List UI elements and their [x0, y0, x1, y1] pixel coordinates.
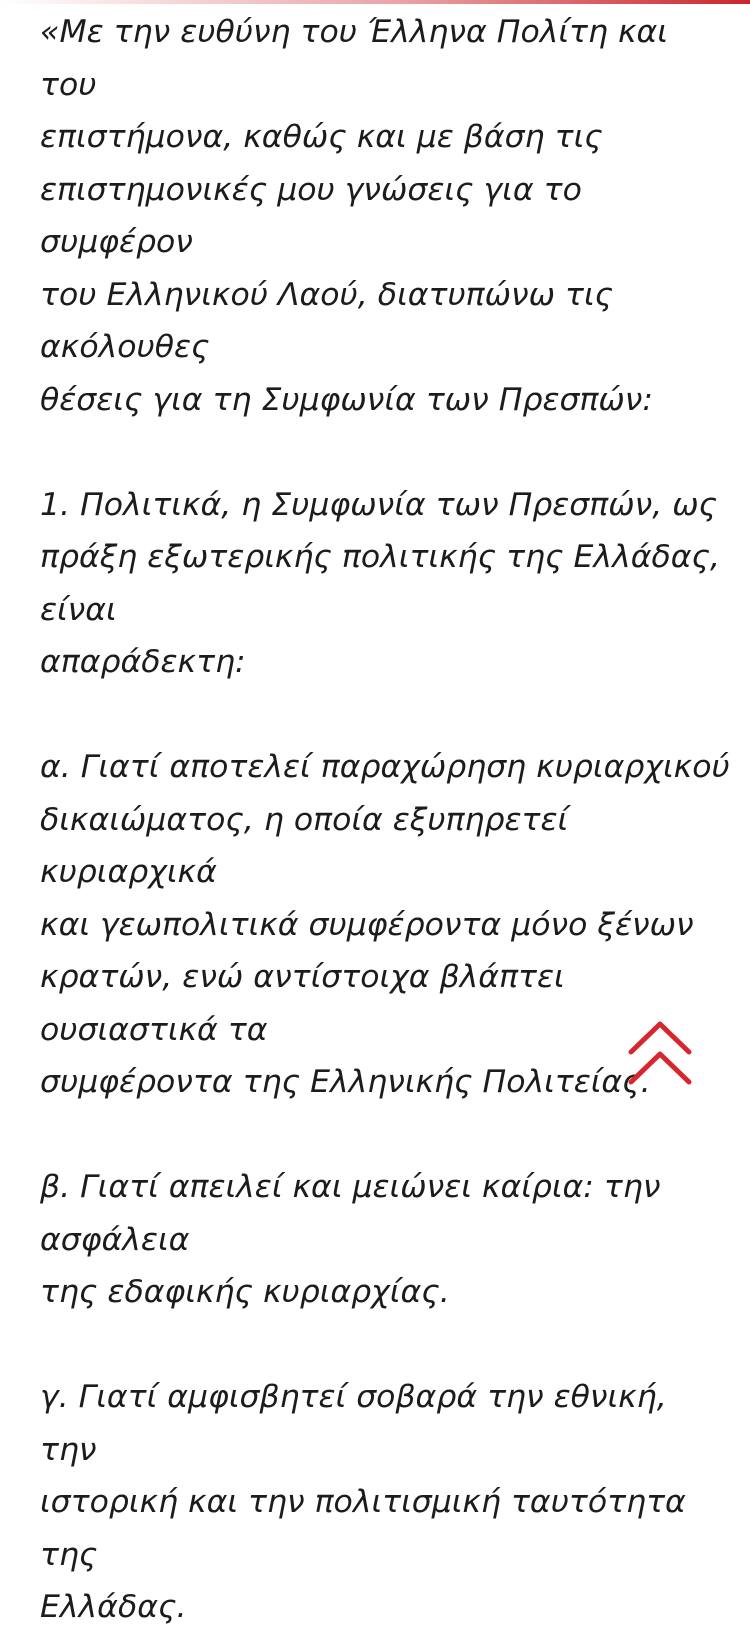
- paragraph-point-a: α. Γιατί αποτελεί παραχώρηση κυριαρχικού δικαιώματος, η οποία εξυπηρετεί κυριαρχικά και γεωπολιτικά συμφέροντα μόνο ξένων κρατών, ενώ αντίστοιχα βλάπτει ουσιαστικά τα συμφέροντα της Ελληνικής Πολιτείας.: [40, 749, 730, 1100]
- double-chevron-up-icon: [625, 1018, 695, 1090]
- scroll-to-top-button[interactable]: [625, 1018, 695, 1090]
- paragraph-point-1: 1. Πολιτικά, η Συμφωνία των Πρεσπών, ως πράξη εξωτερικής πολιτικής της Ελλάδας, είναι απαράδεκτη:: [40, 486, 721, 680]
- article-body: [40, 6, 730, 1634]
- paragraph-point-c: γ. Γιατί αμφισβητεί σοβαρά την εθνική, την ιστορική και την πολιτισμική ταυτότητα της Ελλάδας.: [40, 1379, 686, 1625]
- paragraph-point-b: β. Γιατί απειλεί και μειώνει καίρια: την ασφάλεια της εδαφικής κυριαρχίας.: [40, 1169, 661, 1310]
- top-accent-rule: [0, 0, 750, 4]
- paragraph-intro: «Με την ευθύνη του Έλληνα Πολίτη και του επιστήμονα, καθώς και με βάση τις επιστημονικές μου γνώσεις για το συμφέρον του Ελληνικού Λαού, διατυπώνω τις ακόλουθες θέσεις για τη Συμφωνία των Πρεσπών:: [40, 14, 668, 418]
